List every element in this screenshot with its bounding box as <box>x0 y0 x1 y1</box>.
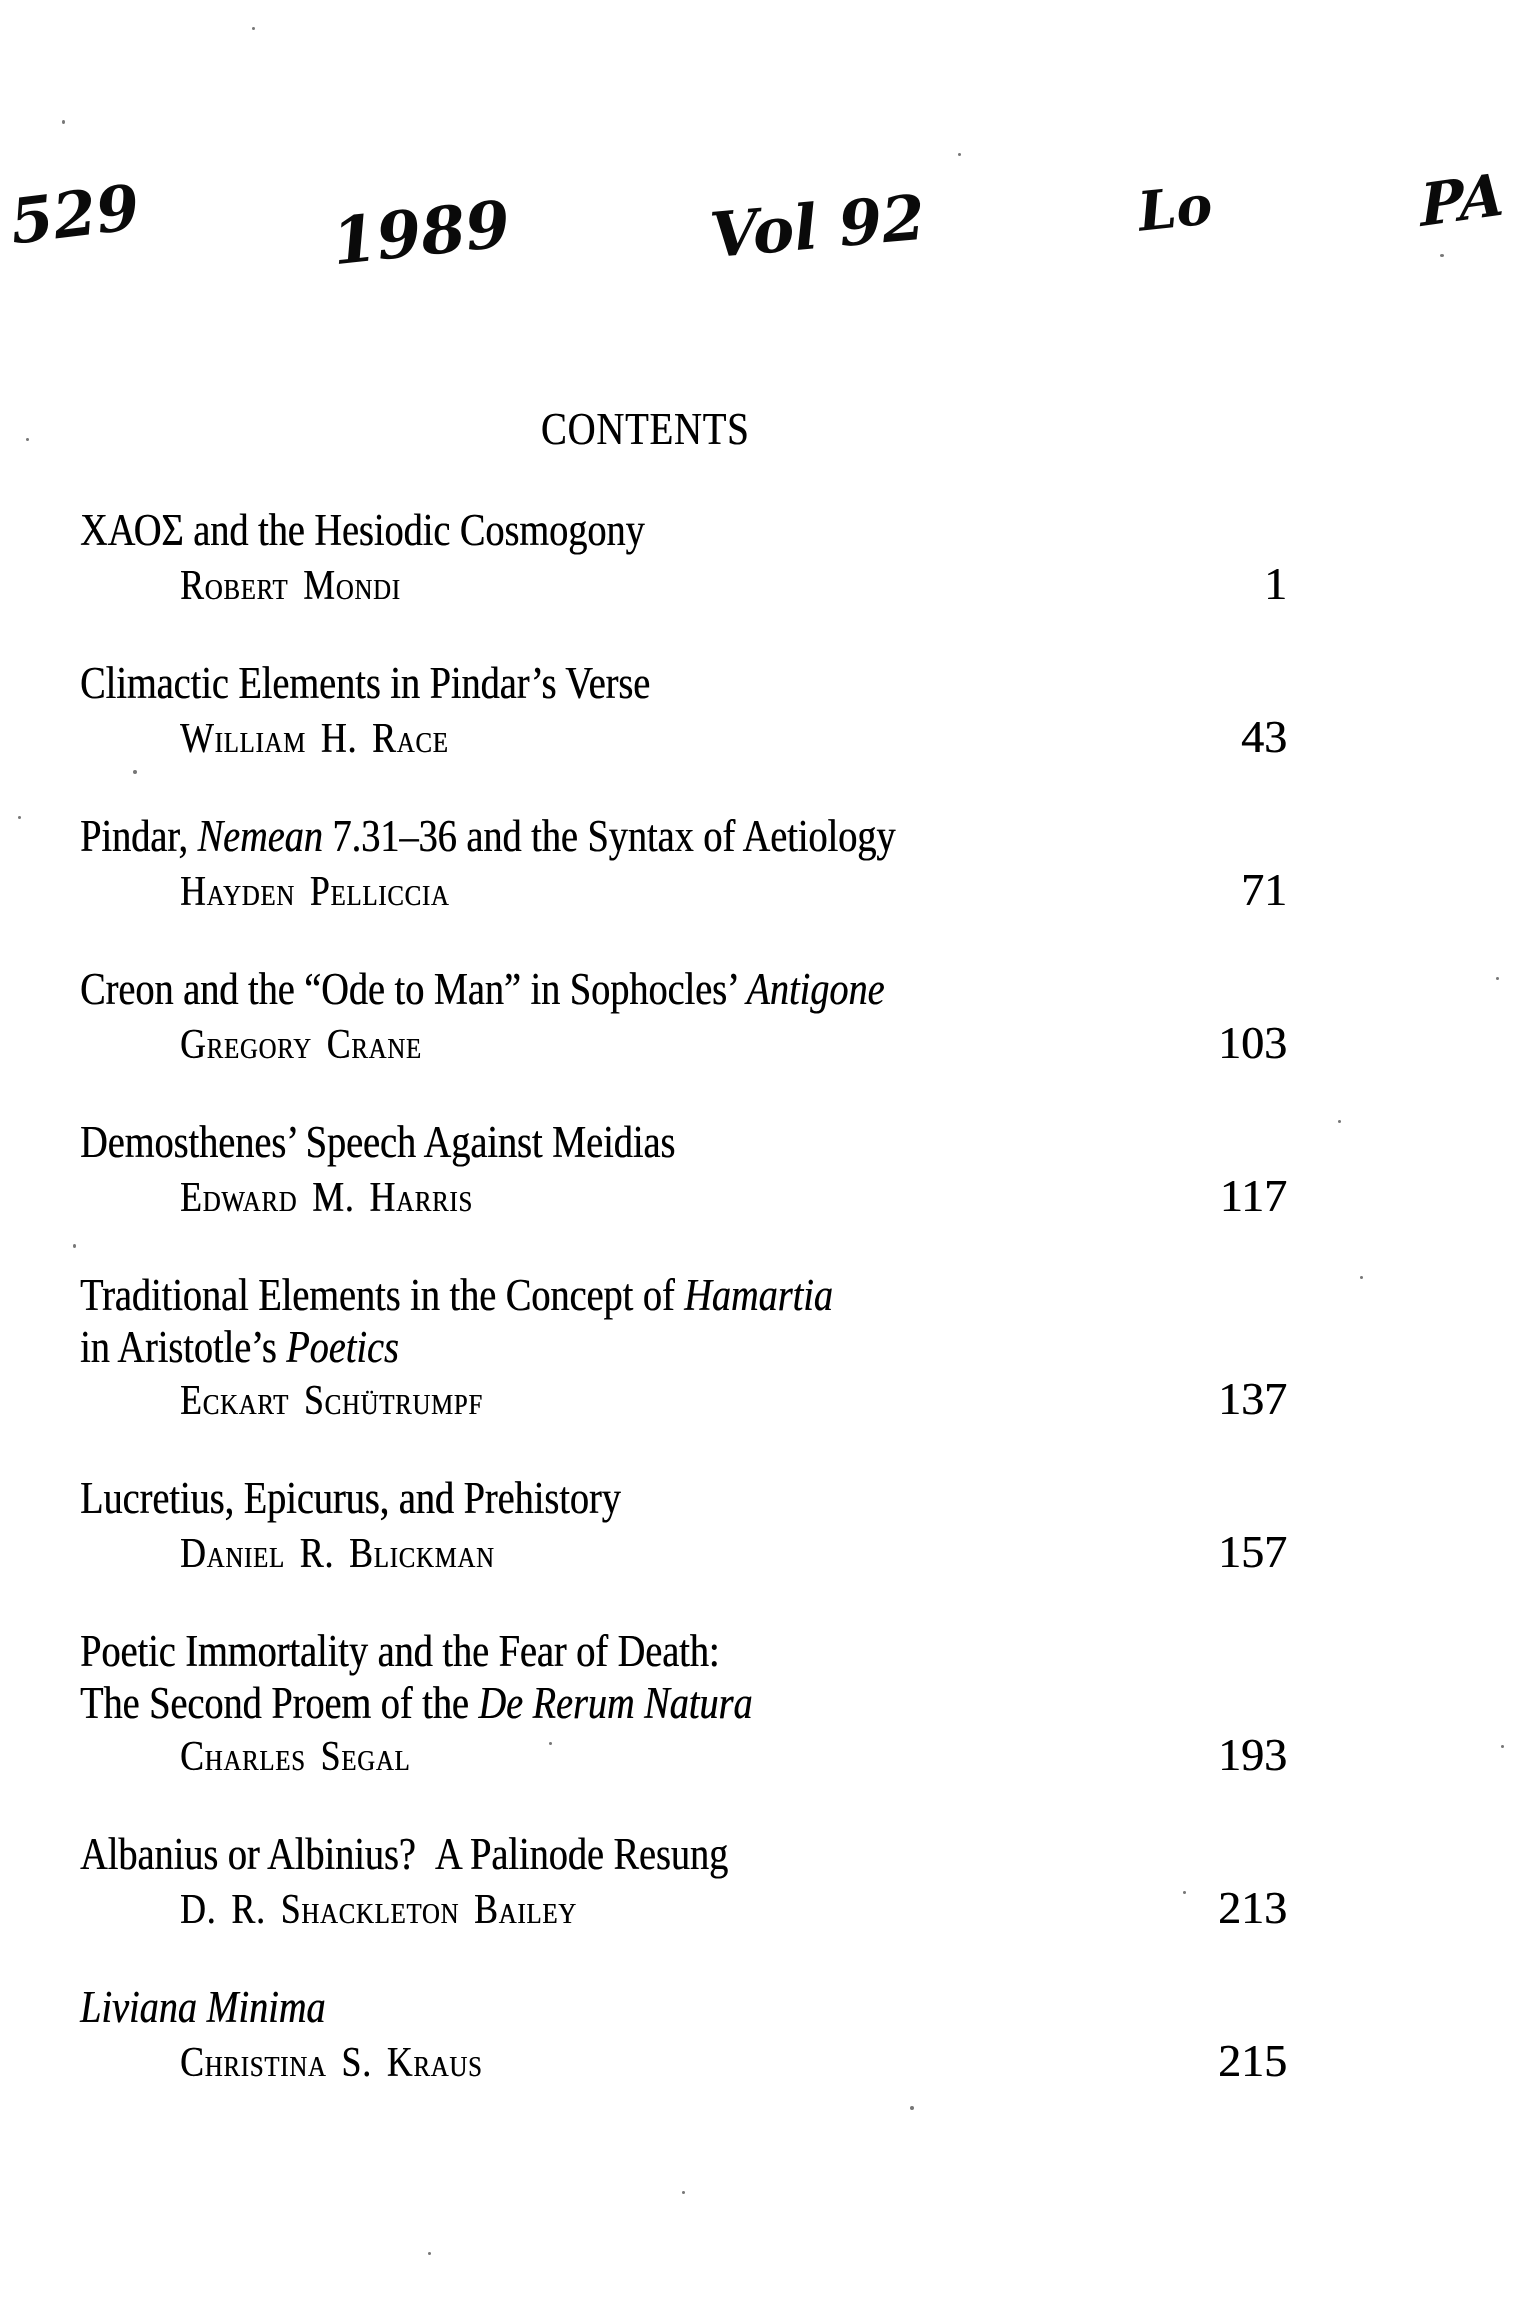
entry-title-line: Pindar, Nemean 7.31–36 and the Syntax of Aetiology <box>80 811 896 861</box>
entry-title-line: ΧΑΟΣ and the Hesiodic Cosmogony <box>80 505 645 555</box>
entry-page-number: 117 <box>1219 1170 1287 1221</box>
entry-author-row <box>80 863 1287 919</box>
entry-title-line: Traditional Elements in the Concept of Hamartia <box>80 1270 833 1320</box>
entry-author: Hayden Pelliccia <box>180 869 450 915</box>
entry-author: Charles Segal <box>180 1734 411 1780</box>
entry-title-line: Lucretius, Epicurus, and Prehistory <box>80 1473 621 1523</box>
scan-speck <box>62 120 65 124</box>
toc-entry <box>80 1471 1287 1581</box>
entry-author: Robert Mondi <box>180 563 401 609</box>
entry-author-row <box>80 557 1287 613</box>
entry-author-row <box>80 1169 1287 1225</box>
entry-title-line: Creon and the “Ode to Man” in Sophocles’ Antigone <box>80 964 885 1014</box>
entry-page-number: 71 <box>1241 864 1287 915</box>
entry-title-line: Climactic Elements in Pindar’s Verse <box>80 658 651 708</box>
entry-author: D. R. Shackleton Bailey <box>180 1887 577 1933</box>
entry-author: Edward M. Harris <box>180 1175 473 1221</box>
scan-speck <box>682 2191 685 2194</box>
entry-title-line: Poetic Immortality and the Fear of Death: <box>80 1626 720 1676</box>
entry-page-number: 103 <box>1218 1017 1287 1068</box>
scan-speck <box>549 1742 552 1745</box>
entry-author: Gregory Crane <box>180 1022 422 1068</box>
scan-speck <box>910 2106 914 2110</box>
entry-author: William H. Race <box>180 716 449 762</box>
toc-entry <box>80 1827 1287 1937</box>
scan-speck <box>428 2252 431 2255</box>
handwritten-classmark: PA <box>1419 159 1506 241</box>
entry-author-row <box>80 1525 1287 1581</box>
entry-author-row <box>80 1372 1287 1428</box>
toc-entry <box>80 1624 1287 1784</box>
entry-author-row <box>80 1728 1287 1784</box>
toc-entry <box>80 962 1287 1072</box>
scan-speck <box>958 153 961 156</box>
handwritten-year: 1989 <box>328 186 514 281</box>
entry-page-number: 157 <box>1218 1526 1287 1577</box>
scan-speck <box>1440 254 1444 257</box>
scan-speck <box>26 438 29 441</box>
entry-page-number: 43 <box>1241 711 1287 762</box>
entry-author: Christina S. Kraus <box>180 2040 483 2086</box>
handwritten-note: Lo <box>1134 172 1216 244</box>
entry-title-line: Liviana Minima <box>80 1982 326 2032</box>
entry-author: Eckart Schütrumpf <box>180 1378 483 1424</box>
scan-speck <box>1338 1120 1341 1123</box>
entry-title-line: Demosthenes’ Speech Against Meidias <box>80 1117 676 1167</box>
entry-title-line: The Second Proem of the De Rerum Natura <box>80 1678 753 1728</box>
scan-speck <box>133 770 137 774</box>
toc-entry <box>80 809 1287 919</box>
handwritten-volume: Vol 92 <box>707 180 928 273</box>
page-title-text: CONTENTS <box>540 403 750 454</box>
toc-list <box>80 503 1287 2133</box>
entry-page-number: 213 <box>1218 1882 1287 1933</box>
entry-author-row <box>80 1881 1287 1937</box>
entry-author: Daniel R. Blickman <box>180 1531 495 1577</box>
scan-speck <box>18 816 21 819</box>
page-title <box>0 404 1290 454</box>
toc-entry <box>80 1115 1287 1225</box>
scan-speck <box>1360 1276 1363 1279</box>
handwritten-shelfmark: 529 <box>6 170 144 259</box>
toc-entry <box>80 656 1287 766</box>
entry-title-line: in Aristotle’s Poetics <box>80 1322 399 1372</box>
scan-speck <box>1496 977 1499 980</box>
toc-entry <box>80 503 1287 613</box>
scan-speck <box>1183 1891 1186 1894</box>
entry-author-row <box>80 1016 1287 1072</box>
entry-page-number: 193 <box>1218 1729 1287 1780</box>
entry-title-line: Albanius or Albinius? A Palinode Resung <box>80 1829 729 1879</box>
entry-author-row <box>80 710 1287 766</box>
entry-page-number: 1 <box>1264 558 1287 609</box>
scan-speck <box>252 27 255 30</box>
toc-entry <box>80 1980 1287 2090</box>
toc-entry <box>80 1268 1287 1428</box>
scan-speck <box>1501 1745 1504 1748</box>
entry-page-number: 215 <box>1218 2035 1287 2086</box>
entry-page-number: 137 <box>1218 1373 1287 1424</box>
scan-speck <box>73 1244 76 1248</box>
entry-author-row <box>80 2034 1287 2090</box>
